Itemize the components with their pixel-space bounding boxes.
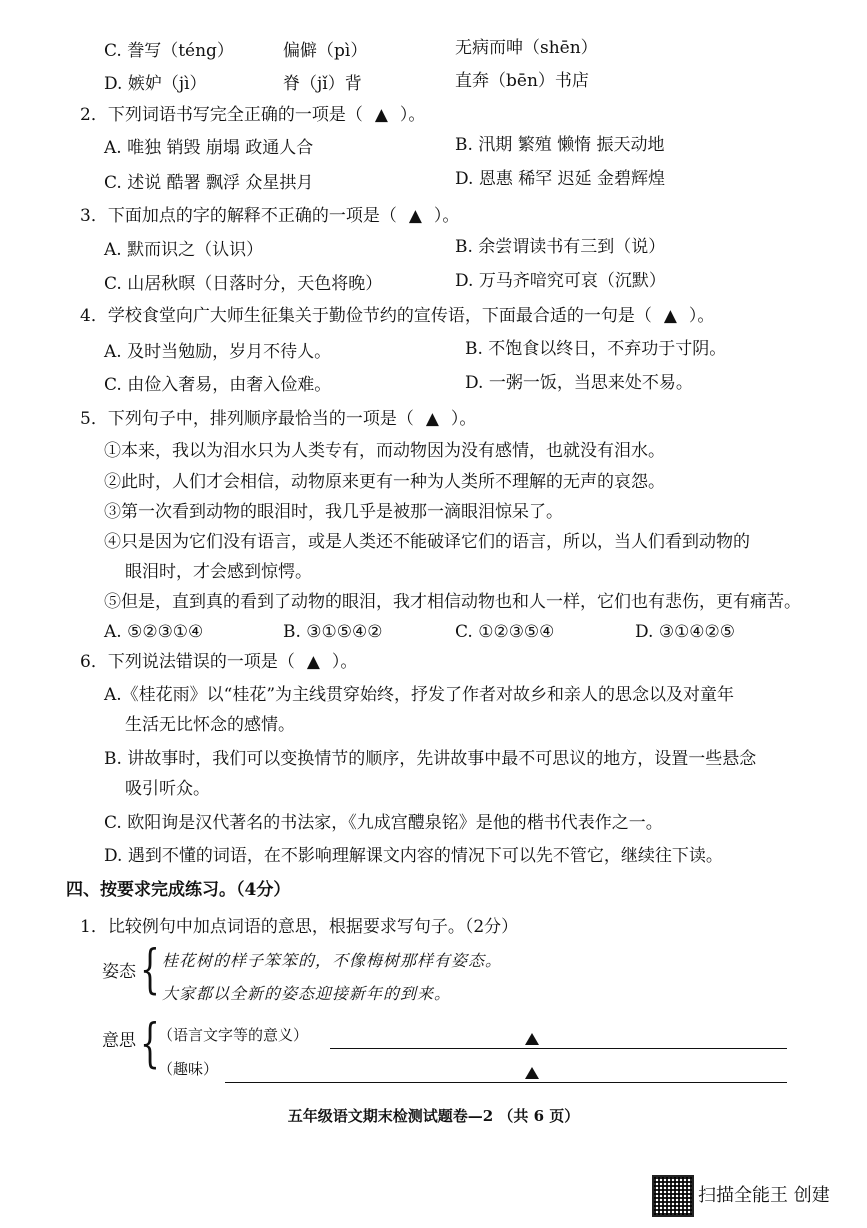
q1-option-c3: 无病而呻（shēn） [455, 38, 598, 58]
word-label: 姿态 [102, 962, 136, 982]
q5-option-c: C. ①②③⑤④ [455, 622, 555, 642]
example-sentence-2: 大家都以全新的姿态迎接新年的到来。 [162, 984, 452, 1003]
q5-sentence-5: ⑤但是，直到真的看到了动物的眼泪，我才相信动物也和人一样，它们也有悲伤，更有痛苦。 [104, 592, 801, 612]
q5-sentence-3: ③第一次看到动物的眼泪时，我几乎是被那一滴眼泪惊呆了。 [104, 502, 563, 522]
left-brace-icon: { [140, 940, 160, 1000]
q3-option-a: A. 默而识之（认识） [104, 240, 264, 260]
page-footer: 五年级语文期末检测试题卷—2 （共 6 页） [287, 1107, 580, 1125]
q3-option-c: C. 山居秋暝（日落时分，天色将晚） [104, 274, 383, 294]
q4-option-d: D. 一粥一饭，当思来处不易。 [465, 373, 693, 393]
section-4-q1: 1．比较例句中加点词语的意思，根据要求写句子。（2分） [80, 917, 519, 937]
q6-stem-end: ）。 [331, 652, 358, 672]
q4-stem-text: 4．学校食堂向广大师生征集关于勤俭节约的宣传语，下面最合适的一句是（ [80, 306, 652, 326]
q6-option-a-line1: A.《桂花雨》以“桂花”为主线贯穿始终，抒发了作者对故乡和亲人的思念以及对童年 [104, 685, 735, 705]
q6-option-d: D. 遇到不懂的词语，在不影响理解课文内容的情况下可以先不管它，继续往下读。 [104, 846, 723, 866]
answer-triangle-icon: ▲ [663, 306, 677, 326]
scanner-watermark: 扫描全能王 创建 [698, 1185, 830, 1206]
q6-option-a-line2: 生活无比怀念的感情。 [125, 715, 295, 735]
q1-option-d2: 脊（jǐ）背 [283, 74, 362, 94]
answer-triangle-icon [525, 1033, 539, 1045]
meaning-prompt-1: （语言文字等的意义） [158, 1026, 309, 1044]
answer-triangle-icon [525, 1067, 539, 1079]
q3-stem [80, 205, 459, 227]
answer-triangle-icon: ▲ [306, 652, 320, 672]
answer-line-1[interactable] [330, 1048, 787, 1049]
q5-stem-text: 5．下列句子中，排列顺序最恰当的一项是（ [80, 409, 414, 429]
q4-stem [80, 305, 714, 327]
q2-option-b: B. 汛期 繁殖 懒惰 振天动地 [455, 135, 665, 155]
q5-sentence-4b: 眼泪时，才会感到惊愕。 [125, 562, 312, 582]
q4-option-b: B. 不饱食以终日，不弃功于寸阴。 [465, 339, 727, 359]
q5-option-a: A. ⑤②③①④ [104, 622, 204, 642]
q4-stem-end: ）。 [688, 306, 715, 326]
q5-option-d: D. ③①④②⑤ [635, 622, 736, 642]
q6-option-b-line2: 吸引听众。 [125, 779, 210, 799]
q2-option-c: C. 述说 酷署 飘浮 众星拱月 [104, 173, 314, 193]
answer-triangle-icon: ▲ [425, 409, 439, 429]
q5-sentence-1: ①本来，我以为泪水只为人类专有，而动物因为没有感情，也就没有泪水。 [104, 441, 665, 461]
q2-stem-text: 2．下列词语书写完全正确的一项是（ [80, 105, 363, 125]
left-brace-icon: { [140, 1014, 160, 1074]
q5-sentence-2: ②此时，人们才会相信，动物原来更有一种为人类所不理解的无声的哀怨。 [104, 472, 665, 492]
qr-code-icon [652, 1175, 694, 1217]
answer-line-2[interactable] [225, 1082, 787, 1083]
q5-stem [80, 408, 476, 430]
q3-option-d: D. 万马齐喑究可哀（沉默） [455, 271, 666, 291]
q4-option-c: C. 由俭入奢易，由奢入俭难。 [104, 375, 332, 395]
q5-sentence-4a: ④只是因为它们没有语言，或是人类还不能破译它们的语言，所以，当人们看到动物的 [104, 532, 750, 552]
q3-option-b: B. 余尝谓读书有三到（说） [455, 237, 666, 257]
example-sentence-1: 桂花树的样子笨笨的，不像梅树那样有姿态。 [162, 951, 503, 970]
q1-option-d1: D. 嫉妒（jì） [104, 74, 207, 94]
q2-option-d: D. 恩惠 稀罕 迟延 金碧辉煌 [455, 169, 666, 189]
meaning-prompt-2: （趣味） [158, 1060, 219, 1078]
q5-stem-end: ）。 [450, 409, 477, 429]
q3-stem-text: 3．下面加点的字的解释不正确的一项是（ [80, 206, 397, 226]
q6-stem [80, 651, 357, 673]
q6-option-b-line1: B. 讲故事时，我们可以变换情节的顺序，先讲故事中最不可思议的地方，设置一些悬念 [104, 749, 757, 769]
q2-option-a: A. 唯独 销毁 崩塌 政通人合 [104, 138, 314, 158]
q6-stem-text: 6．下列说法错误的一项是（ [80, 652, 295, 672]
q1-option-c2: 偏僻（pì） [283, 41, 368, 61]
q2-stem-end: ）。 [399, 105, 426, 125]
q6-option-c: C. 欧阳询是汉代著名的书法家，《九成宫醴泉铭》是他的楷书代表作之一。 [104, 813, 663, 833]
answer-triangle-icon: ▲ [374, 105, 388, 125]
section-4-title: 四、按要求完成练习。（4分） [66, 880, 291, 900]
q3-stem-end: ）。 [433, 206, 460, 226]
meaning-label: 意思 [102, 1031, 136, 1051]
q1-option-d3: 直奔（bēn）书店 [455, 71, 589, 91]
q1-option-c1: C. 誊写（téng） [104, 41, 234, 61]
q5-option-b: B. ③①⑤④② [283, 622, 383, 642]
answer-triangle-icon: ▲ [408, 206, 422, 226]
q4-option-a: A. 及时当勉励，岁月不待人。 [104, 342, 332, 362]
q2-stem [80, 104, 425, 126]
